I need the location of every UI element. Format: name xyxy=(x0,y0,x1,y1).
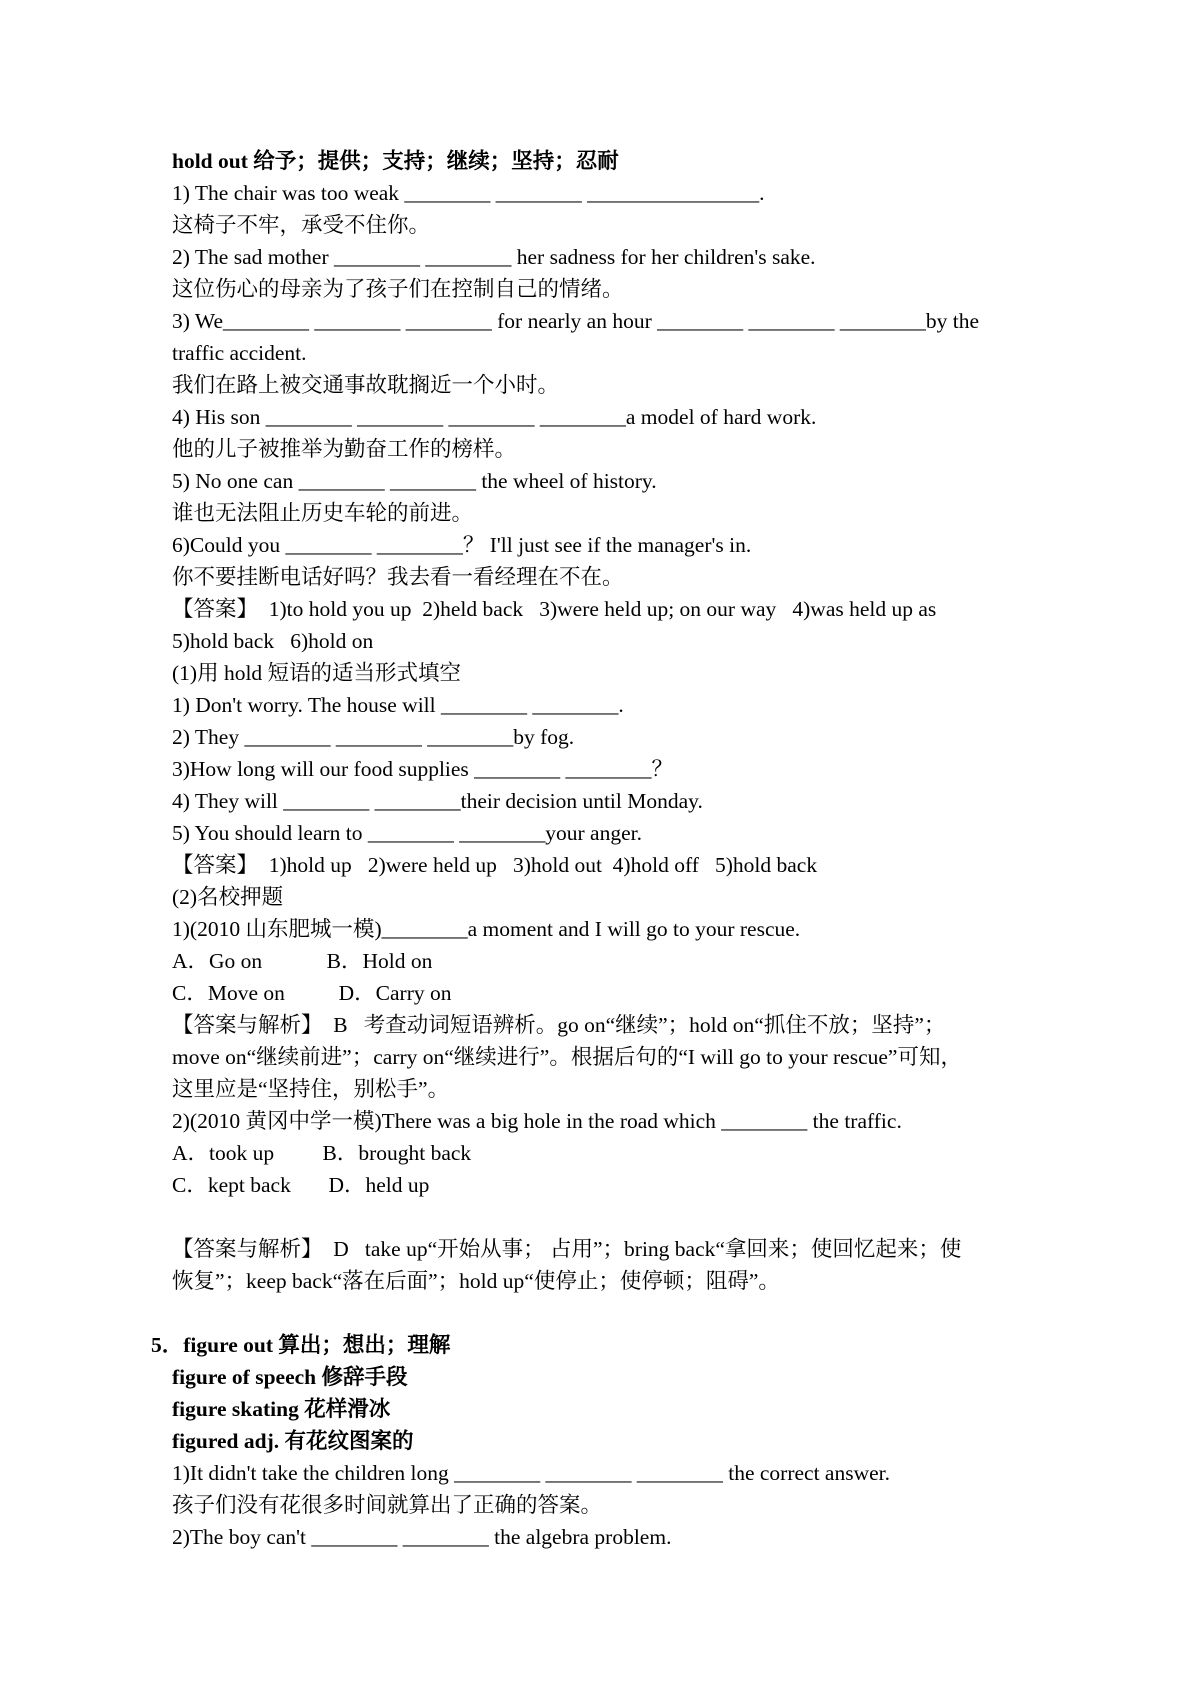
exercise1-item: 4) They will ________ ________their decision until Monday. xyxy=(172,789,703,813)
question-1-stem: 1)(2010 山东肥城一模)________a moment and I will go to your rescue. xyxy=(172,917,801,941)
section5-item: 2)The boy can't ________ ________ the algebra problem. xyxy=(172,1525,672,1549)
blank-line xyxy=(172,1201,1102,1233)
exercise1-item: 1) Don't worry. The house will ________ ________. xyxy=(172,693,624,717)
section5-item: 1)It didn't take the children long ________ ________ ________ the correct answer. xyxy=(172,1461,890,1485)
holdout-answer: 【答案】 1)to hold you up 2)held back 3)were held up; on our way 4)was held up as xyxy=(172,597,937,621)
question-1-analysis: move on“继续前进”；carry on“继续进行”。根据后句的“I will go to your rescue”可知， xyxy=(172,1045,962,1069)
question-2-options: C．kept back D．held up xyxy=(172,1173,430,1197)
holdout-line: 6)Could you ________ ________？ I'll just see if the manager's in. xyxy=(172,533,752,557)
section5-subitem: figure of speech 修辞手段 xyxy=(172,1365,408,1389)
exercise2-title: (2)名校押题 xyxy=(172,885,284,909)
question-1-options: A．Go on B．Hold on xyxy=(172,949,433,973)
question-2-analysis: 恢复”；keep back“落在后面”；hold up“使停止；使停顿；阻碍”。 xyxy=(172,1269,780,1293)
question-2-stem: 2)(2010 黄冈中学一模)There was a big hole in the road which ________ the traffic. xyxy=(172,1109,902,1133)
holdout-line: 2) The sad mother ________ ________ her sadness for her children's sake. xyxy=(172,245,816,269)
holdout-heading: hold out 给予；提供；支持；继续；坚持；忍耐 xyxy=(172,149,619,173)
section5-heading: 5．figure out 算出；想出；理解 xyxy=(151,1333,451,1357)
section5-subitem: figure skating 花样滑冰 xyxy=(172,1397,391,1421)
holdout-line: 3) We________ ________ ________ for nearly an hour ________ ________ ________by the xyxy=(172,309,980,333)
question-1-options: C．Move on D．Carry on xyxy=(172,981,452,1005)
holdout-line: 这位伤心的母亲为了孩子们在控制自己的情绪。 xyxy=(172,277,624,301)
holdout-line: 他的儿子被推举为勤奋工作的榜样。 xyxy=(172,437,517,461)
question-1-analysis: 【答案与解析】 B 考查动词短语辨析。go on“继续”；hold on“抓住不放；坚持”； xyxy=(172,1013,946,1037)
holdout-line: 这椅子不牢，承受不住你。 xyxy=(172,213,431,237)
question-1-analysis: 这里应是“坚持住，别松手”。 xyxy=(172,1077,450,1101)
exercise1-answer: 【答案】 1)hold up 2)were held up 3)hold out 4)hold off 5)hold back xyxy=(172,853,818,877)
exercise1-title: (1)用 hold 短语的适当形式填空 xyxy=(172,661,462,685)
blank-line xyxy=(172,1297,1102,1329)
section5-item: 孩子们没有花很多时间就算出了正确的答案。 xyxy=(172,1493,603,1517)
holdout-answer: 5)hold back 6)hold on xyxy=(172,629,374,653)
question-2-analysis: 【答案与解析】 D take up“开始从事； 占用”；bring back“拿回来；使回忆起来；使 xyxy=(172,1237,962,1261)
holdout-line: 谁也无法阻止历史车轮的前进。 xyxy=(172,501,474,525)
exercise1-item: 3)How long will our food supplies ________ ________？ xyxy=(172,757,674,781)
question-2-options: A．took up B．brought back xyxy=(172,1141,472,1165)
holdout-line: 4) His son ________ ________ ________ ________a model of hard work. xyxy=(172,405,817,429)
holdout-line: 5) No one can ________ ________ the wheel of history. xyxy=(172,469,657,493)
holdout-line: traffic accident. xyxy=(172,341,307,365)
holdout-line: 你不要挂断电话好吗？我去看一看经理在不在。 xyxy=(172,565,624,589)
holdout-line: 1) The chair was too weak ________ ________ ________________. xyxy=(172,181,765,205)
document-content xyxy=(151,145,1102,1553)
exercise1-item: 5) You should learn to ________ ________your anger. xyxy=(172,821,642,845)
section5-subitem: figured adj. 有花纹图案的 xyxy=(172,1429,414,1453)
exercise1-item: 2) They ________ ________ ________by fog. xyxy=(172,725,575,749)
holdout-line: 我们在路上被交通事故耽搁近一个小时。 xyxy=(172,373,560,397)
